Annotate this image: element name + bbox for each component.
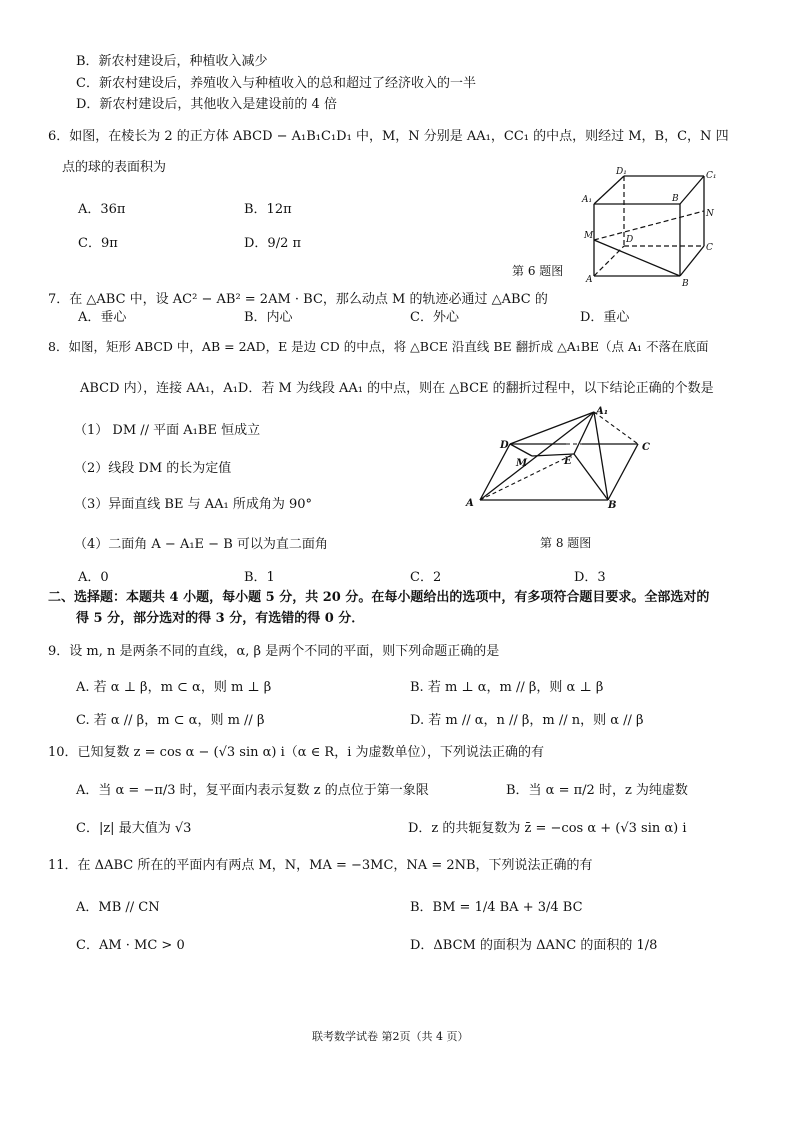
q7-option-a: A．垂心 bbox=[78, 310, 127, 325]
q10-option-a: A．当 α = −π/3 时，复平面内表示复数 z 的点位于第一象限 bbox=[76, 783, 429, 798]
q11-option-b: B．BM = 1/4 BA + 3/4 BC bbox=[410, 900, 583, 915]
label-a1: A₁ bbox=[582, 195, 593, 205]
label-d: D bbox=[626, 235, 634, 245]
q8-option-c: C．2 bbox=[410, 570, 442, 585]
label-a: A bbox=[586, 275, 593, 285]
q8-fold-figure bbox=[462, 402, 662, 514]
q9-option-c: C. 若 α // β，m ⊂ α，则 m // β bbox=[76, 713, 265, 728]
q10-stem: 10．已知复数 z = cos α − (√3 sin α) i（α ∈ R，i 为虚数单位），下列说法正确的有 bbox=[48, 745, 545, 760]
q10-option-b: B．当 α = π/2 时，z 为纯虚数 bbox=[506, 783, 688, 798]
q5-option-c: C．新农村建设后，养殖收入与种植收入的总和超过了经济收入的一半 bbox=[76, 76, 476, 91]
q8-option-d: D．3 bbox=[574, 570, 606, 585]
label-m: M bbox=[516, 458, 528, 469]
q6-option-c: C．9π bbox=[78, 236, 118, 251]
q8-caption: 第 8 题图 bbox=[540, 536, 592, 550]
q9-stem: 9．设 m, n 是两条不同的直线，α, β 是两个不同的平面，则下列命题正确的是 bbox=[48, 644, 500, 659]
section2-line1: 二、选择题：本题共 4 小题，每小题 5 分，共 20 分。在每小题给出的选项中，有多项符合题目要求。全部选对的 bbox=[48, 590, 710, 605]
q9-option-b: B. 若 m ⊥ α，m // β，则 α ⊥ β bbox=[410, 680, 604, 695]
q10-option-c: C．|z| 最大值为 √3 bbox=[76, 821, 192, 836]
label-n: N bbox=[706, 209, 714, 219]
label-b: B bbox=[682, 279, 689, 289]
q11-option-d: D．ΔBCM 的面积为 ΔANC 的面积的 1/8 bbox=[410, 938, 658, 953]
q11-option-c: C．AM · MC > 0 bbox=[76, 938, 185, 953]
q9-option-d: D. 若 m // α，n // β，m // n，则 α // β bbox=[410, 713, 644, 728]
q6-option-d: D．9/2 π bbox=[244, 236, 302, 251]
q11-option-a: A．MB // CN bbox=[76, 900, 160, 915]
label-c: C bbox=[642, 442, 650, 453]
q8-statement-1: （1） DM // 平面 A₁BE 恒成立 bbox=[74, 423, 261, 438]
label-a1: A₁ bbox=[596, 406, 609, 417]
q6-stem-line1: 6．如图，在棱长为 2 的正方体 ABCD − A₁B₁C₁D₁ 中，M，N 分别是 AA₁，CC₁ 的中点，则经过 M，B，C，N 四 bbox=[48, 129, 729, 144]
q6-option-a: A．36π bbox=[78, 202, 126, 217]
q5-option-d: D．新农村建设后，其他收入是建设前的 4 倍 bbox=[76, 97, 337, 112]
q7-option-c: C．外心 bbox=[410, 310, 459, 325]
q6-stem-line2: 点的球的表面积为 bbox=[62, 160, 167, 175]
label-m: M bbox=[584, 231, 594, 241]
page-footer: 联考数学试卷 第2页（共 4 页） bbox=[312, 1030, 469, 1043]
q8-stem-line1: 8．如图，矩形 ABCD 中，AB = 2AD，E 是边 CD 的中点，将 △BCE 沿直线 BE 翻折成 △A₁BE（点 A₁ 不落在底面 bbox=[48, 339, 709, 354]
q8-option-a: A．0 bbox=[78, 570, 109, 585]
label-e: E bbox=[564, 456, 572, 467]
label-b: B bbox=[608, 500, 617, 511]
label-b1: B bbox=[672, 194, 679, 204]
q7-option-d: D．重心 bbox=[580, 310, 630, 325]
q6-option-b: B．12π bbox=[244, 202, 292, 217]
label-d1: D₁ bbox=[616, 167, 627, 177]
q9-option-a: A. 若 α ⊥ β，m ⊂ α，则 m ⊥ β bbox=[76, 680, 272, 695]
label-a: A bbox=[466, 498, 474, 509]
q8-option-b: B．1 bbox=[244, 570, 275, 585]
q11-stem: 11．在 ΔABC 所在的平面内有两点 M，N，MA = −3MC，NA = 2NB，下列说法正确的有 bbox=[48, 858, 593, 873]
q5-option-b: B．新农村建设后，种植收入减少 bbox=[76, 54, 268, 69]
q8-stem-line2: ABCD 内），连接 AA₁，A₁D．若 M 为线段 AA₁ 的中点，则在 △BCE 的翻折过程中，以下结论正确的个数是 bbox=[80, 381, 714, 396]
q8-statement-3: （3）异面直线 BE 与 AA₁ 所成角为 90° bbox=[74, 497, 313, 512]
label-c: C bbox=[706, 243, 713, 253]
q8-statement-2: （2）线段 DM 的长为定值 bbox=[74, 461, 232, 476]
q10-option-d: D．z 的共轭复数为 z̄ = −cos α + (√3 sin α) i bbox=[408, 821, 687, 836]
label-c1: C₁ bbox=[706, 171, 717, 181]
q6-caption: 第 6 题图 bbox=[512, 264, 564, 278]
section2-line2: 得 5 分，部分选对的得 3 分，有选错的得 0 分． bbox=[76, 611, 365, 626]
q7-stem: 7．在 △ABC 中，设 AC² − AB² = 2AM · BC，那么动点 M 的轨迹必通过 △ABC 的 bbox=[48, 292, 548, 307]
q6-cube-figure bbox=[580, 164, 720, 290]
q7-option-b: B．内心 bbox=[244, 310, 293, 325]
q8-statement-4: （4）二面角 A − A₁E − B 可以为直二面角 bbox=[74, 537, 328, 552]
label-d: D bbox=[500, 440, 509, 451]
